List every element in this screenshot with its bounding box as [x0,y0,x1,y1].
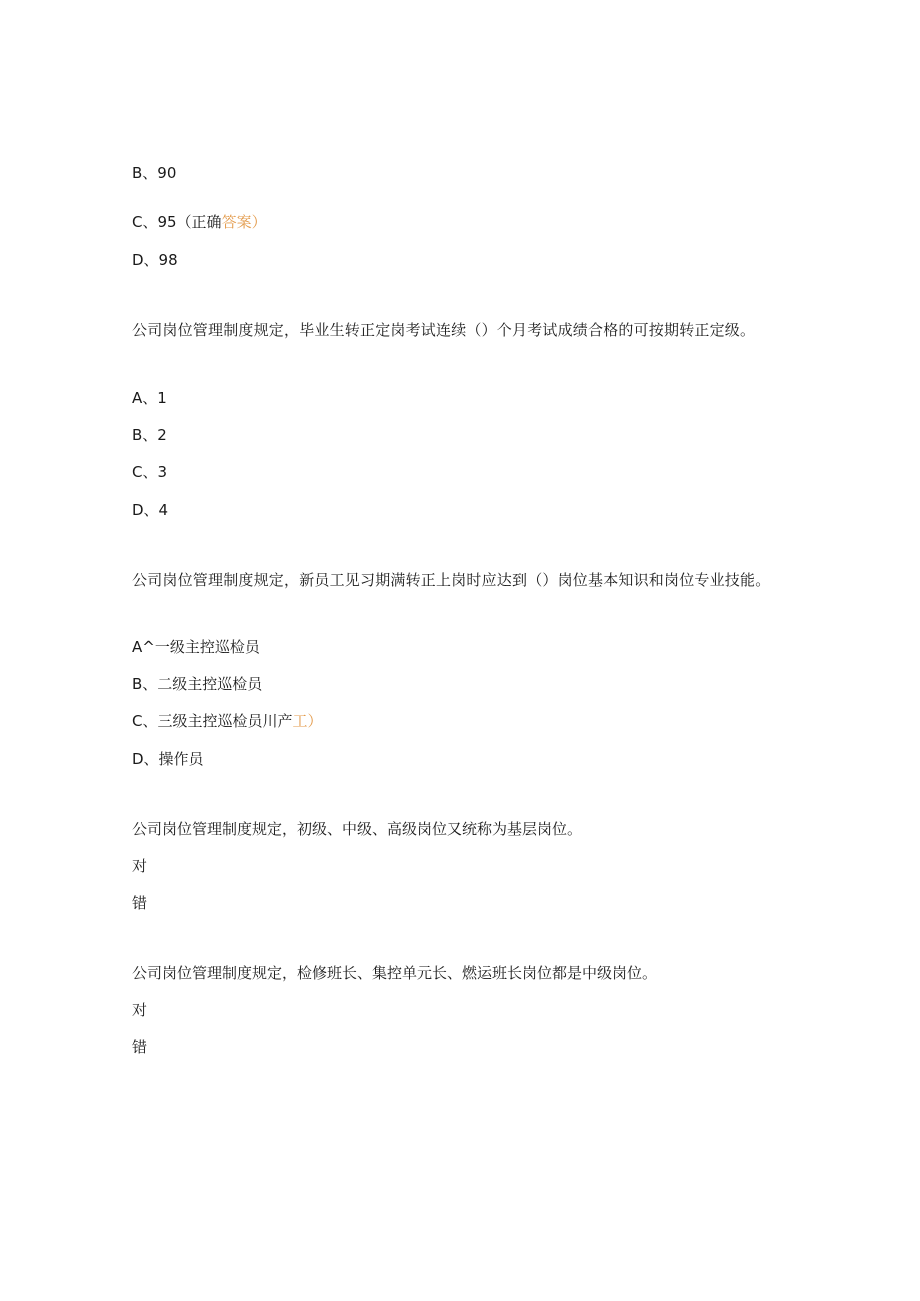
option-d [132,500,168,520]
option-text: A^一级主控巡检员 [132,638,260,656]
option-text: 错 [132,1038,148,1056]
option-b [132,674,262,694]
option-false [132,893,147,913]
option-c [132,711,323,731]
option-a [132,388,167,408]
answer-highlight: 答案） [221,213,267,231]
option-text: 错 [132,894,148,912]
option-text: A、1 [132,389,167,407]
question-text: 公司岗位管理制度规定，毕业生转正定岗考试连续（）个月考试成绩合格的可按期转正定级。 [132,321,756,339]
option-text: D、4 [132,501,169,519]
option-text: D、操作员 [132,750,204,768]
option-d [132,250,178,270]
option-text: C、三级主控巡检员川产 [132,712,293,730]
option-false [132,1037,147,1057]
question-text: 公司岗位管理制度规定，检修班长、集控单元长、燃运班长岗位都是中级岗位。 [132,964,658,982]
option-true [132,1000,147,1020]
option-c [132,212,267,232]
option-a [132,637,260,657]
option-true [132,856,147,876]
option-text: 对 [132,1001,148,1019]
option-c [132,462,167,482]
question-text: 公司岗位管理制度规定，初级、中级、高级岗位又统称为基层岗位。 [132,820,583,838]
option-text: B、90 [132,164,177,182]
option-text: B、二级主控巡检员 [132,675,263,693]
answer-highlight: 工） [292,712,323,730]
option-d [132,749,204,769]
option-text: B、2 [132,426,167,444]
option-text: D、98 [132,251,178,269]
option-text: C、95（正确 [132,213,222,231]
option-b [132,163,176,183]
option-text: C、3 [132,463,168,481]
option-b [132,425,167,445]
option-text: 对 [132,857,148,875]
question-text: 公司岗位管理制度规定，新员工见习期满转正上岗时应达到（）岗位基本知识和岗位专业技能。 [132,571,771,589]
